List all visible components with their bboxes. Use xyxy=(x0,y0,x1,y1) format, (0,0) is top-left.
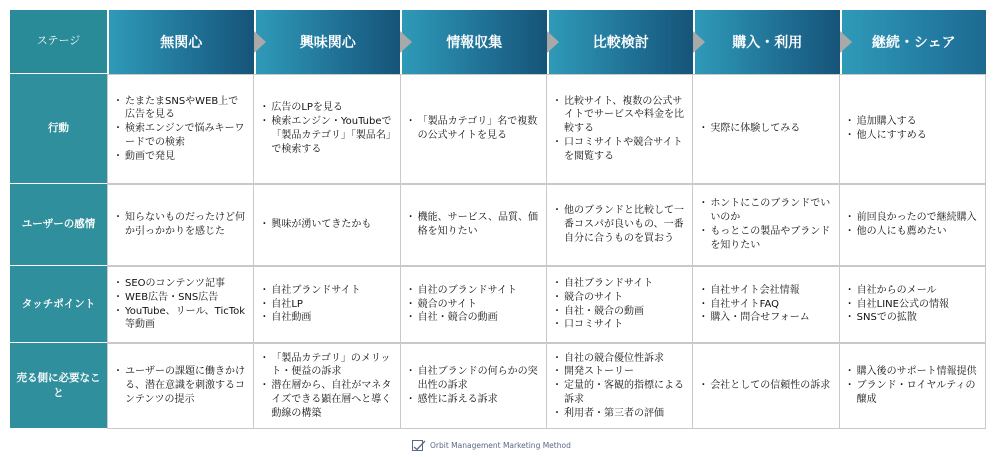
list-item: ・ 口コミサイト xyxy=(555,318,653,332)
table-cell xyxy=(107,344,254,429)
list-item: ・ 他の人にも薦めたい xyxy=(848,225,977,239)
list-item: ・ 「製品カテゴリ」のメリット・便益の訴求 xyxy=(262,352,393,380)
table-cell xyxy=(693,344,839,429)
row-cells xyxy=(107,343,986,429)
bullet-list xyxy=(409,284,517,325)
table-cell xyxy=(107,75,254,184)
row-behavior xyxy=(10,74,986,184)
stage-continuation xyxy=(842,10,987,74)
list-item: ・ 口コミサイトや競合サイトを閲覧する xyxy=(555,136,686,164)
stage-label: 継続・シェア xyxy=(871,35,956,51)
list-item: ・ 検索エンジンで悩みキーワードでの検索 xyxy=(116,122,247,150)
stage-label: 無関心 xyxy=(160,35,203,51)
list-item: ・ YouTube、リール、TicTok等動画 xyxy=(116,305,247,333)
footer-brand xyxy=(412,440,571,451)
list-item: ・ 購入・問合せフォーム xyxy=(701,311,810,325)
list-item: ・ 自社ブランドサイト xyxy=(262,284,360,298)
stage-label: 比較検討 xyxy=(592,35,649,51)
list-item: ・ 自社LP xyxy=(262,298,360,312)
table-cell xyxy=(254,185,400,266)
stage-corner-label: ステージ xyxy=(10,10,107,74)
list-item: ・ 自社サイト会社情報 xyxy=(701,284,810,298)
list-item: ・ 自社からのメール xyxy=(848,284,949,298)
list-item: ・ 自社の競合優位性訴求 xyxy=(555,352,686,366)
row-cells xyxy=(107,266,986,343)
bullet-list xyxy=(555,204,686,245)
list-item: ・ 動画で発見 xyxy=(116,150,247,164)
table-cell xyxy=(401,267,547,343)
row-user-emotion xyxy=(10,184,986,266)
table-cell xyxy=(840,267,986,343)
bullet-list xyxy=(116,95,247,164)
list-item: ・ 開発ストーリー xyxy=(555,365,686,379)
customer-journey-table xyxy=(10,10,986,429)
list-item: ・ 自社・競合の動画 xyxy=(555,305,653,319)
table-cell xyxy=(254,344,400,429)
list-item: ・ 自社動画 xyxy=(262,311,360,325)
bullet-list xyxy=(701,379,830,393)
list-item: ・ 競合のサイト xyxy=(409,298,517,312)
row-label: 行動 xyxy=(10,74,107,184)
row-label: ユーザーの感情 xyxy=(10,184,107,266)
list-item: ・ ユーザーの課題に働きかける、潜在意識を刺激するコンテンツの提示 xyxy=(116,365,247,406)
list-item: ・ 会社としての信頼性の訴求 xyxy=(701,379,830,393)
list-item: ・ SEOのコンテンツ記事 xyxy=(116,277,247,291)
bullet-list xyxy=(701,284,810,325)
table-cell xyxy=(254,75,400,184)
list-item: ・ 潜在層から、自社がマネタイズできる顕在層へと導く動線の構築 xyxy=(262,379,393,420)
bullet-list xyxy=(262,284,360,325)
table-cell xyxy=(401,344,547,429)
list-item: ・ 自社LINE公式の情報 xyxy=(848,298,949,312)
list-item: ・ 追加購入する xyxy=(848,115,927,129)
table-cell xyxy=(107,267,254,343)
arrow-right-icon xyxy=(547,31,559,53)
stage-label: 情報収集 xyxy=(446,35,503,51)
stage-comparison xyxy=(549,10,694,74)
list-item: ・ 競合のサイト xyxy=(555,291,653,305)
list-item: ・ 機能、サービス、品質、価格を知りたい xyxy=(409,211,540,239)
bullet-list xyxy=(848,211,977,239)
stage-header-row xyxy=(10,10,986,74)
list-item: ・ 自社・競合の動画 xyxy=(409,311,517,325)
row-seller-needs xyxy=(10,343,986,429)
stage-purchase xyxy=(695,10,840,74)
list-item: ・ たまたまSNSやWEB上で広告を見る xyxy=(116,95,247,123)
stage-interest xyxy=(256,10,401,74)
bullet-list xyxy=(848,365,979,406)
bullet-list xyxy=(116,277,247,332)
list-item: ・ 自社サイトFAQ xyxy=(701,298,810,312)
bullet-list xyxy=(116,211,247,239)
list-item: ・ 興味が湧いてきたかも xyxy=(262,218,371,232)
bullet-list xyxy=(409,211,540,239)
bullet-list xyxy=(409,115,540,143)
table-cell xyxy=(254,267,400,343)
bullet-list xyxy=(555,277,653,332)
list-item: ・ 購入後のサポート情報提供 xyxy=(848,365,979,379)
footer-text: Orbit Management Marketing Method xyxy=(430,441,571,450)
bullet-list xyxy=(701,122,800,136)
list-item: ・ 広告のLPを見る xyxy=(262,101,393,115)
list-item: ・ 知らないものだったけど何か引っかかりを感じた xyxy=(116,211,247,239)
list-item: ・ 利用者・第三者の評価 xyxy=(555,407,686,421)
stage-label: 興味関心 xyxy=(299,35,356,51)
table-cell xyxy=(547,344,693,429)
list-item: ・ 他人にすすめる xyxy=(848,129,927,143)
list-item: ・ 比較サイト、複数の公式サイトでサービスや料金を比較する xyxy=(555,95,686,136)
list-item: ・ ホントにこのブランドでいいのか xyxy=(701,197,832,225)
table-cell xyxy=(107,185,254,266)
list-item: ・ 実際に体験してみる xyxy=(701,122,800,136)
arrow-right-icon xyxy=(840,31,852,53)
list-item: ・ もっとこの製品やブランドを知りたい xyxy=(701,225,832,253)
stage-unaware xyxy=(109,10,254,74)
bullet-list xyxy=(116,365,247,406)
bullet-list xyxy=(848,284,949,325)
list-item: ・ 自社ブランドの何らかの突出性の訴求 xyxy=(409,365,540,393)
list-item: ・ 定量的・客観的指標による訴求 xyxy=(555,379,686,407)
row-cells xyxy=(107,74,986,184)
bullet-list xyxy=(555,95,686,164)
table-cell xyxy=(840,344,986,429)
stage-label: 購入・利用 xyxy=(732,35,803,51)
list-item: ・ 自社のブランドサイト xyxy=(409,284,517,298)
list-item: ・ SNSでの拡散 xyxy=(848,311,949,325)
table-cell xyxy=(840,185,986,266)
list-item: ・ 他のブランドと比較して一番コスパが良いもの、一番自分に合うものを買おう xyxy=(555,204,686,245)
arrow-right-icon xyxy=(254,31,266,53)
bullet-list xyxy=(262,352,393,421)
row-touchpoint xyxy=(10,266,986,343)
checked-chart-icon xyxy=(412,440,426,451)
stage-information-gathering xyxy=(402,10,547,74)
list-item: ・ 感性に訴える訴求 xyxy=(409,393,540,407)
list-item: ・ WEB広告・SNS広告 xyxy=(116,291,247,305)
table-cell xyxy=(547,267,693,343)
arrow-right-icon xyxy=(693,31,705,53)
table-cell xyxy=(547,75,693,184)
table-cell xyxy=(693,185,839,266)
table-cell xyxy=(693,75,839,184)
bullet-list xyxy=(409,365,540,406)
table-cell xyxy=(693,267,839,343)
row-cells xyxy=(107,184,986,266)
list-item: ・ ブランド・ロイヤルティの醸成 xyxy=(848,379,979,407)
row-label: 売る側に必要なこと xyxy=(10,343,107,429)
list-item: ・ 前回良かったので継続購入 xyxy=(848,211,977,225)
table-cell xyxy=(401,75,547,184)
list-item: ・ 自社ブランドサイト xyxy=(555,277,653,291)
bullet-list xyxy=(262,101,393,156)
list-item: ・ 「製品カテゴリ」名で複数の公式サイトを見る xyxy=(409,115,540,143)
bullet-list xyxy=(701,197,832,252)
table-cell xyxy=(547,185,693,266)
table-cell xyxy=(840,75,986,184)
arrow-right-icon xyxy=(400,31,412,53)
list-item: ・ 検索エンジン・YouTubeで「製品カテゴリ」「製品名」で検索する xyxy=(262,115,393,156)
bullet-list xyxy=(262,218,371,232)
bullet-list xyxy=(848,115,927,143)
table-cell xyxy=(401,185,547,266)
row-label: タッチポイント xyxy=(10,266,107,343)
bullet-list xyxy=(555,352,686,421)
